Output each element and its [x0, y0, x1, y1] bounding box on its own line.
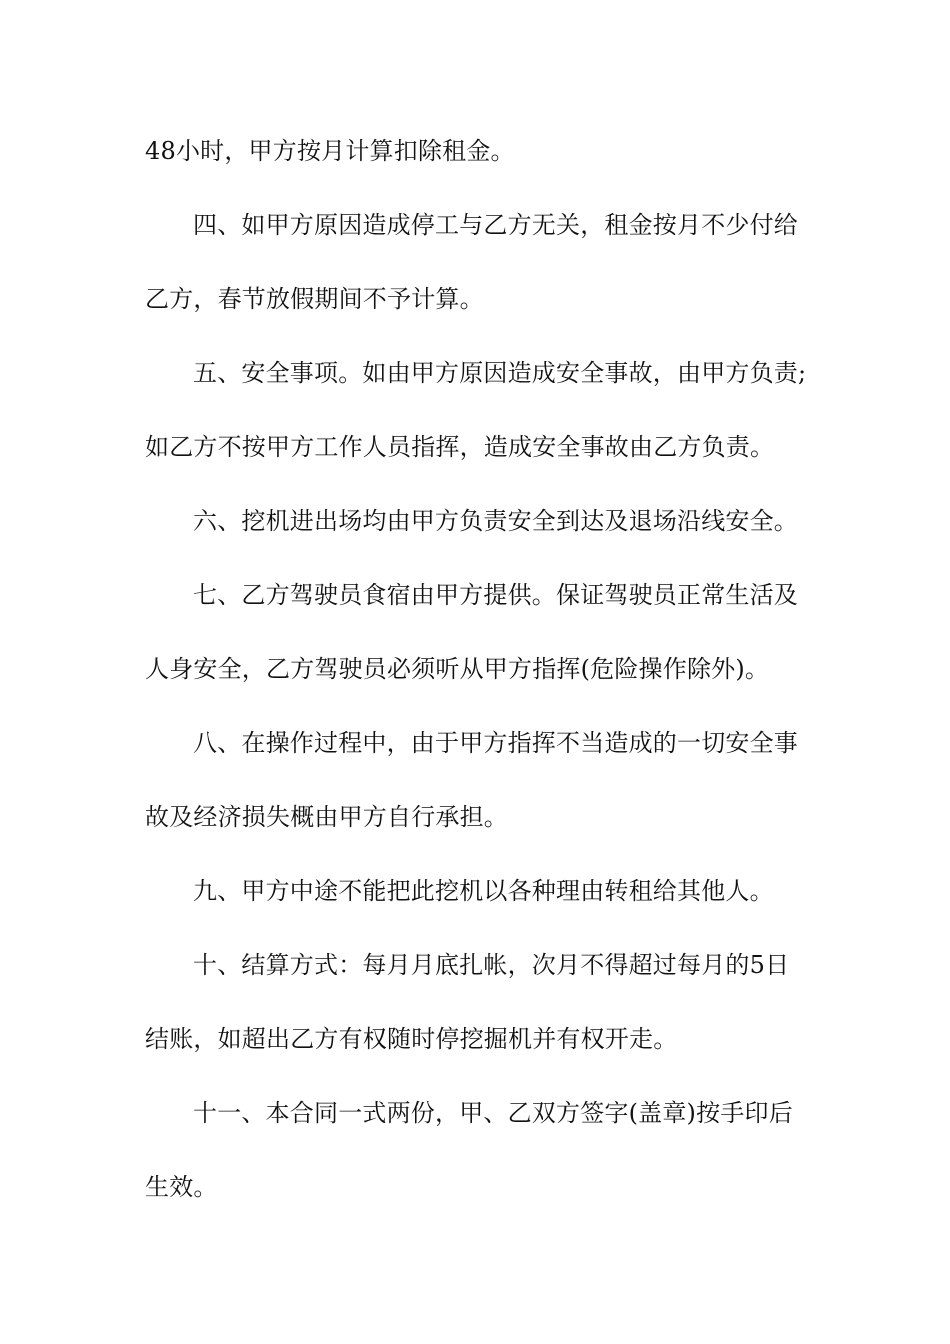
clause-eight-line-2: 故及经济损失概由甲方自行承担。 — [145, 803, 508, 831]
clause-five-line-1: 五、安全事项。如由甲方原因造成安全事故，由甲方负责; — [193, 359, 807, 387]
clause-seven-line-1: 七、乙方驾驶员食宿由甲方提供。保证驾驶员正常生活及 — [193, 581, 798, 609]
clause-four-line-1: 四、如甲方原因造成停工与乙方无关，租金按月不少付给 — [193, 211, 798, 239]
clause-four-line-2: 乙方，春节放假期间不予计算。 — [145, 285, 484, 313]
clause-eight-line-1: 八、在操作过程中，由于甲方指挥不当造成的一切安全事 — [193, 729, 798, 757]
clause-ten-line-2: 结账，如超出乙方有权随时停挖掘机并有权开走。 — [145, 1025, 678, 1053]
clause-seven-line-2: 人身安全，乙方驾驶员必须听从甲方指挥(危险操作除外)。 — [145, 655, 770, 683]
clause-five-line-2: 如乙方不按甲方工作人员指挥，造成安全事故由乙方负责。 — [145, 433, 775, 461]
clause-nine-line-1: 九、甲方中途不能把此挖机以各种理由转租给其他人。 — [193, 877, 774, 905]
clause-six-line-1: 六、挖机进出场均由甲方负责安全到达及退场沿线安全。 — [193, 507, 798, 535]
clause-ten-line-1: 十、结算方式：每月月底扎帐，次月不得超过每月的5日 — [193, 951, 790, 979]
clause-eleven-line-1: 十一、本合同一式两份，甲、乙双方签字(盖章)按手印后 — [193, 1099, 793, 1127]
clause-eleven-line-2: 生效。 — [145, 1173, 218, 1201]
text-line-1: 48小时，甲方按月计算扣除租金。 — [145, 137, 515, 165]
